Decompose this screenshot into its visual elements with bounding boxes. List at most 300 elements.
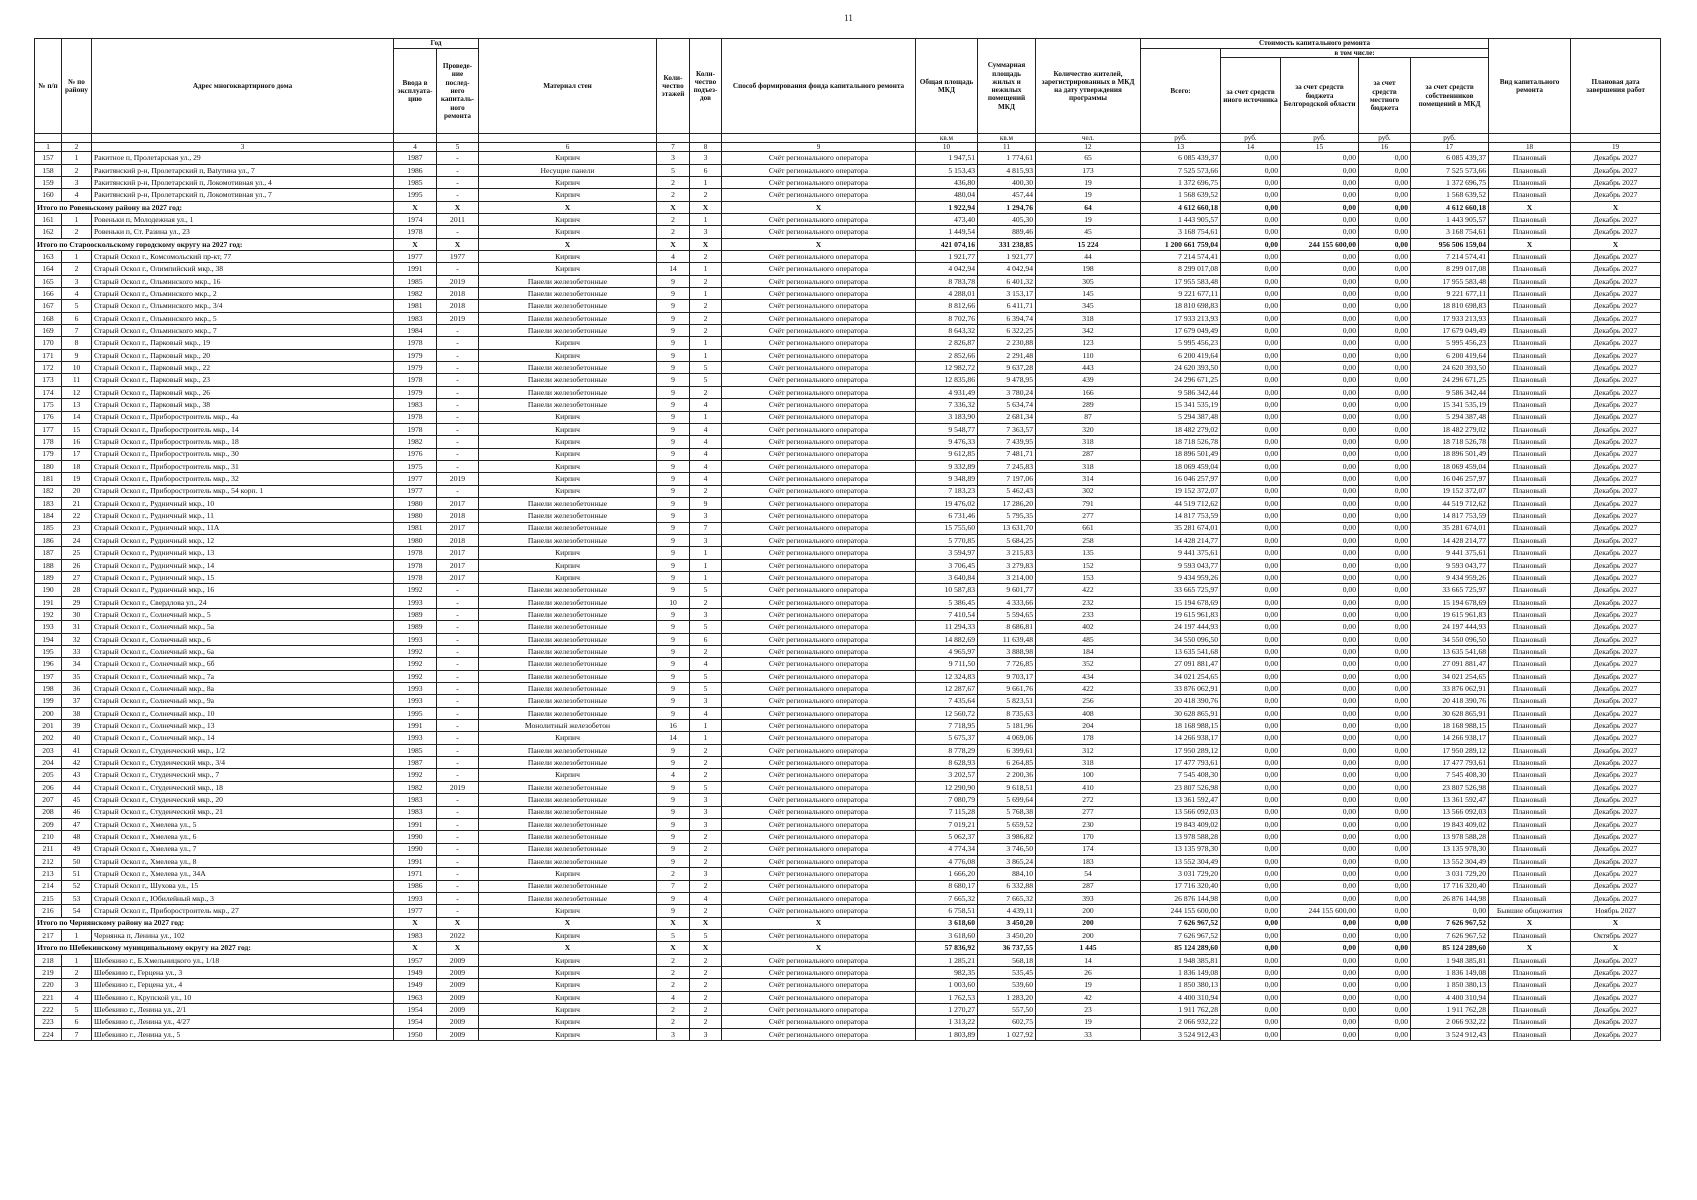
- address-cell: Ракитянский р-н, Пролетарский п, Локомотивная ул., 4: [92, 176, 394, 188]
- row-num-district: 2: [62, 966, 92, 978]
- entrances-cell: 1: [690, 720, 722, 732]
- repair-type-cell: Плановый: [1489, 683, 1571, 695]
- cost-region-cell: 0,00: [1281, 1028, 1359, 1040]
- wall-material-cell: Кирпич: [479, 571, 657, 583]
- fund-method-cell: Счёт регионального оператора: [722, 559, 916, 571]
- area-total-cell: 1 947,51: [916, 152, 978, 164]
- wall-material-cell: Панели железобетонные: [479, 831, 657, 843]
- address-cell: Старый Оскол г., Шухова ул., 15: [92, 880, 394, 892]
- area-sum-cell: 6 411,71: [978, 300, 1036, 312]
- cost-owners-cell: 14 266 938,17: [1411, 732, 1489, 744]
- cost-local-cell: 0,00: [1359, 966, 1411, 978]
- entrances-cell: 2: [690, 757, 722, 769]
- cost-total-cell: 24 197 444,93: [1141, 621, 1221, 633]
- repair-type-cell: Плановый: [1489, 337, 1571, 349]
- cost-owners-cell: 7 626 967,52: [1411, 917, 1489, 929]
- year-built-cell: X: [394, 238, 437, 250]
- year-repair-cell: -: [437, 460, 479, 472]
- cost-total-cell: 8 299 017,08: [1141, 263, 1221, 275]
- cost-region-cell: 0,00: [1281, 794, 1359, 806]
- area-total-cell: 57 836,92: [916, 942, 978, 954]
- cost-owners-cell: 9 434 959,26: [1411, 571, 1489, 583]
- repair-type-cell: Плановый: [1489, 732, 1571, 744]
- cost-owners-cell: 44 519 712,62: [1411, 497, 1489, 509]
- wall-material-cell: Панели железобетонные: [479, 584, 657, 596]
- entrances-cell: 1: [690, 214, 722, 226]
- residents-cell: 393: [1036, 892, 1141, 904]
- cost-region-cell: 244 155 600,00: [1281, 905, 1359, 917]
- table-row: [35, 460, 1661, 472]
- cost-other-cell: 0,00: [1221, 683, 1281, 695]
- cost-local-cell: 0,00: [1359, 769, 1411, 781]
- cost-local-cell: 0,00: [1359, 201, 1411, 213]
- floors-cell: 9: [657, 522, 690, 534]
- year-repair-cell: 2009: [437, 954, 479, 966]
- area-sum-cell: 5 659,52: [978, 818, 1036, 830]
- cost-region-cell: 0,00: [1281, 707, 1359, 719]
- table-row: [35, 349, 1661, 361]
- year-built-cell: 1977: [394, 905, 437, 917]
- cost-total-cell: 9 586 342,44: [1141, 386, 1221, 398]
- cost-owners-cell: 9 441 375,61: [1411, 547, 1489, 559]
- row-num-district: 4: [62, 991, 92, 1003]
- cost-total-cell: 1 372 696,75: [1141, 176, 1221, 188]
- year-repair-cell: -: [437, 633, 479, 645]
- cost-local-cell: 0,00: [1359, 954, 1411, 966]
- table-row: [35, 473, 1661, 485]
- entrances-cell: 2: [690, 189, 722, 201]
- floors-cell: X: [657, 942, 690, 954]
- residents-cell: 200: [1036, 929, 1141, 941]
- area-sum-cell: 539,60: [978, 979, 1036, 991]
- residents-cell: 145: [1036, 288, 1141, 300]
- year-repair-cell: -: [437, 189, 479, 201]
- cost-region-cell: 0,00: [1281, 189, 1359, 201]
- row-num: 216: [35, 905, 62, 917]
- row-num: 182: [35, 485, 62, 497]
- wall-material-cell: Кирпич: [479, 411, 657, 423]
- entrances-cell: 5: [690, 683, 722, 695]
- cost-total-cell: 20 418 390,76: [1141, 695, 1221, 707]
- cost-local-cell: 0,00: [1359, 880, 1411, 892]
- floors-cell: 9: [657, 473, 690, 485]
- area-total-cell: 12 287,67: [916, 683, 978, 695]
- residents-cell: 19: [1036, 1016, 1141, 1028]
- row-num: 181: [35, 473, 62, 485]
- unit-cell: руб.: [1141, 134, 1221, 143]
- table-row: [35, 510, 1661, 522]
- fund-method-cell: Счёт регионального оператора: [722, 966, 916, 978]
- cost-other-cell: 0,00: [1221, 152, 1281, 164]
- residents-cell: 153: [1036, 571, 1141, 583]
- col-area-total: Общая площадь МКД: [916, 39, 978, 134]
- wall-material-cell: Панели железобетонные: [479, 362, 657, 374]
- entrances-cell: 1: [690, 571, 722, 583]
- fund-method-cell: Счёт регионального оператора: [722, 497, 916, 509]
- cost-owners-cell: 14 428 214,77: [1411, 534, 1489, 546]
- col-floors: Коли-чество этажей: [657, 39, 690, 134]
- entrances-cell: 5: [690, 670, 722, 682]
- repair-type-cell: Плановый: [1489, 312, 1571, 324]
- floors-cell: 9: [657, 497, 690, 509]
- cost-owners-cell: 13 566 092,03: [1411, 806, 1489, 818]
- fund-method-cell: Счёт регионального оператора: [722, 547, 916, 559]
- cost-other-cell: 0,00: [1221, 806, 1281, 818]
- year-built-cell: 1989: [394, 621, 437, 633]
- year-repair-cell: 2018: [437, 300, 479, 312]
- cost-other-cell: 0,00: [1221, 559, 1281, 571]
- row-num: 215: [35, 892, 62, 904]
- area-sum-cell: 557,50: [978, 1004, 1036, 1016]
- deadline-cell: Декабрь 2027: [1571, 954, 1661, 966]
- repair-type-cell: Плановый: [1489, 744, 1571, 756]
- table-row: [35, 436, 1661, 448]
- fund-method-cell: Счёт регионального оператора: [722, 362, 916, 374]
- residents-cell: 19: [1036, 189, 1141, 201]
- fund-method-cell: Счёт регионального оператора: [722, 707, 916, 719]
- residents-cell: 320: [1036, 423, 1141, 435]
- residents-cell: 287: [1036, 880, 1141, 892]
- address-cell: Старый Оскол г., Солнечный мкр., 10: [92, 707, 394, 719]
- repair-type-cell: Плановый: [1489, 176, 1571, 188]
- cost-local-cell: 0,00: [1359, 868, 1411, 880]
- deadline-cell: Декабрь 2027: [1571, 510, 1661, 522]
- row-num: 186: [35, 534, 62, 546]
- col-residents: Количество жителей, зарегистрированных в МКД на дату утверждения программы: [1036, 39, 1141, 134]
- cost-total-cell: 27 091 881,47: [1141, 658, 1221, 670]
- address-cell: Старый Оскол г., Приборостроитель мкр., 54 корп. 1: [92, 485, 394, 497]
- deadline-cell: Декабрь 2027: [1571, 214, 1661, 226]
- row-num-district: 48: [62, 831, 92, 843]
- residents-cell: 345: [1036, 300, 1141, 312]
- fund-method-cell: Счёт регионального оператора: [722, 818, 916, 830]
- cost-local-cell: 0,00: [1359, 757, 1411, 769]
- area-total-cell: 1 666,20: [916, 868, 978, 880]
- repair-type-cell: Плановый: [1489, 929, 1571, 941]
- deadline-cell: Декабрь 2027: [1571, 695, 1661, 707]
- entrances-cell: 5: [690, 584, 722, 596]
- cost-region-cell: 0,00: [1281, 695, 1359, 707]
- area-total-cell: 3 640,84: [916, 571, 978, 583]
- year-built-cell: 1993: [394, 633, 437, 645]
- wall-material-cell: Кирпич: [479, 769, 657, 781]
- fund-method-cell: Счёт регионального оператора: [722, 1016, 916, 1028]
- address-cell: Старый Оскол г., Приборостроитель мкр., 32: [92, 473, 394, 485]
- cost-other-cell: 0,00: [1221, 1016, 1281, 1028]
- cost-local-cell: 0,00: [1359, 942, 1411, 954]
- cost-other-cell: 0,00: [1221, 362, 1281, 374]
- wall-material-cell: Кирпич: [479, 423, 657, 435]
- table-row: [35, 855, 1661, 867]
- entrances-cell: 1: [690, 732, 722, 744]
- year-repair-cell: -: [437, 806, 479, 818]
- row-num-district: 3: [62, 176, 92, 188]
- table-row: [35, 288, 1661, 300]
- year-repair-cell: 2011: [437, 214, 479, 226]
- table-row: [35, 979, 1661, 991]
- repair-type-cell: X: [1489, 201, 1571, 213]
- area-sum-cell: 1 294,76: [978, 201, 1036, 213]
- cost-region-cell: 0,00: [1281, 732, 1359, 744]
- wall-material-cell: X: [479, 201, 657, 213]
- area-sum-cell: 3 450,20: [978, 917, 1036, 929]
- wall-material-cell: Панели железобетонные: [479, 818, 657, 830]
- year-built-cell: 1949: [394, 966, 437, 978]
- entrances-cell: 3: [690, 1028, 722, 1040]
- year-built-cell: 1978: [394, 374, 437, 386]
- area-total-cell: 1 449,54: [916, 226, 978, 238]
- residents-cell: 287: [1036, 448, 1141, 460]
- entrances-cell: X: [690, 942, 722, 954]
- fund-method-cell: Счёт регионального оператора: [722, 621, 916, 633]
- year-built-cell: 1982: [394, 436, 437, 448]
- area-total-cell: 2 826,87: [916, 337, 978, 349]
- table-row: [35, 732, 1661, 744]
- table-row: [35, 781, 1661, 793]
- year-built-cell: 1971: [394, 868, 437, 880]
- cost-total-cell: 17 950 289,12: [1141, 744, 1221, 756]
- cost-owners-cell: 13 361 592,47: [1411, 794, 1489, 806]
- deadline-cell: Декабрь 2027: [1571, 596, 1661, 608]
- column-index-cell: 10: [916, 143, 978, 152]
- row-num-district: 43: [62, 769, 92, 781]
- area-sum-cell: 4 815,93: [978, 164, 1036, 176]
- address-cell: Старый Оскол г., Солнечный мкр., 5а: [92, 621, 394, 633]
- table-row: [35, 522, 1661, 534]
- residents-cell: 174: [1036, 843, 1141, 855]
- year-built-cell: 1977: [394, 473, 437, 485]
- repair-type-cell: Плановый: [1489, 473, 1571, 485]
- year-repair-cell: 2019: [437, 312, 479, 324]
- floors-cell: 9: [657, 411, 690, 423]
- area-total-cell: 8 628,93: [916, 757, 978, 769]
- cost-total-cell: 1 948 385,81: [1141, 954, 1221, 966]
- area-sum-cell: 3 986,82: [978, 831, 1036, 843]
- year-built-cell: 1985: [394, 744, 437, 756]
- year-built-cell: 1978: [394, 559, 437, 571]
- subtotal-row: [35, 201, 1661, 213]
- cost-other-cell: 0,00: [1221, 534, 1281, 546]
- row-num-district: 33: [62, 646, 92, 658]
- repair-type-cell: Плановый: [1489, 547, 1571, 559]
- cost-other-cell: 0,00: [1221, 905, 1281, 917]
- unit-cell: руб.: [1221, 134, 1281, 143]
- residents-cell: 422: [1036, 584, 1141, 596]
- area-total-cell: 11 294,33: [916, 621, 978, 633]
- year-built-cell: 1986: [394, 880, 437, 892]
- cost-total-cell: 13 361 592,47: [1141, 794, 1221, 806]
- cost-region-cell: 0,00: [1281, 942, 1359, 954]
- deadline-cell: Декабрь 2027: [1571, 831, 1661, 843]
- wall-material-cell: Панели железобетонные: [479, 325, 657, 337]
- area-sum-cell: 405,30: [978, 214, 1036, 226]
- cost-region-cell: 0,00: [1281, 843, 1359, 855]
- cost-local-cell: 0,00: [1359, 399, 1411, 411]
- floors-cell: 9: [657, 436, 690, 448]
- area-total-cell: 9 548,77: [916, 423, 978, 435]
- row-num: 174: [35, 386, 62, 398]
- col-num-district: № по району: [62, 39, 92, 134]
- table-row: [35, 189, 1661, 201]
- area-sum-cell: 6 264,85: [978, 757, 1036, 769]
- fund-method-cell: Счёт регионального оператора: [722, 670, 916, 682]
- deadline-cell: Декабрь 2027: [1571, 633, 1661, 645]
- floors-cell: 9: [657, 559, 690, 571]
- address-cell: Старый Оскол г., Олимпийский мкр., 38: [92, 263, 394, 275]
- repair-type-cell: Плановый: [1489, 966, 1571, 978]
- table-header: [35, 39, 1661, 152]
- fund-method-cell: Счёт регионального оператора: [722, 855, 916, 867]
- residents-cell: 272: [1036, 794, 1141, 806]
- deadline-cell: Декабрь 2027: [1571, 979, 1661, 991]
- address-cell: Старый Оскол г., Рудничный мкр., 15: [92, 571, 394, 583]
- repair-type-cell: Плановый: [1489, 880, 1571, 892]
- cost-owners-cell: 19 615 961,83: [1411, 609, 1489, 621]
- area-sum-cell: 4 069,06: [978, 732, 1036, 744]
- cost-local-cell: 0,00: [1359, 991, 1411, 1003]
- row-num: 200: [35, 707, 62, 719]
- address-cell: Старый Оскол г., Парковый мкр., 26: [92, 386, 394, 398]
- year-repair-cell: X: [437, 238, 479, 250]
- table-row: [35, 534, 1661, 546]
- residents-cell: 233: [1036, 609, 1141, 621]
- cost-owners-cell: 18 810 698,83: [1411, 300, 1489, 312]
- row-num-district: 42: [62, 757, 92, 769]
- entrances-cell: 2: [690, 855, 722, 867]
- year-built-cell: 1990: [394, 843, 437, 855]
- wall-material-cell: Несущие панели: [479, 164, 657, 176]
- area-total-cell: 473,40: [916, 214, 978, 226]
- floors-cell: 9: [657, 670, 690, 682]
- year-repair-cell: -: [437, 769, 479, 781]
- floors-cell: 2: [657, 214, 690, 226]
- cost-owners-cell: 24 620 393,50: [1411, 362, 1489, 374]
- cost-owners-cell: 18 482 279,02: [1411, 423, 1489, 435]
- floors-cell: 3: [657, 152, 690, 164]
- year-built-cell: 1980: [394, 497, 437, 509]
- cost-total-cell: 4 612 660,18: [1141, 201, 1221, 213]
- wall-material-cell: Кирпич: [479, 436, 657, 448]
- area-total-cell: 4 776,08: [916, 855, 978, 867]
- address-cell: Старый Оскол г., Студенческий мкр., 21: [92, 806, 394, 818]
- table-row: [35, 818, 1661, 830]
- unit-cell: руб.: [1411, 134, 1489, 143]
- year-built-cell: X: [394, 201, 437, 213]
- area-sum-cell: 9 637,28: [978, 362, 1036, 374]
- address-cell: Шебекино г., Герцена ул., 3: [92, 966, 394, 978]
- row-num-district: 22: [62, 510, 92, 522]
- cost-local-cell: 0,00: [1359, 226, 1411, 238]
- year-built-cell: 1979: [394, 362, 437, 374]
- year-repair-cell: 2018: [437, 534, 479, 546]
- cost-owners-cell: 1 836 149,08: [1411, 966, 1489, 978]
- year-repair-cell: 2019: [437, 781, 479, 793]
- cost-region-cell: 0,00: [1281, 522, 1359, 534]
- cost-other-cell: 0,00: [1221, 448, 1281, 460]
- repair-type-cell: Плановый: [1489, 325, 1571, 337]
- column-index-cell: 4: [394, 143, 437, 152]
- cost-region-cell: 0,00: [1281, 609, 1359, 621]
- area-sum-cell: 3 780,24: [978, 386, 1036, 398]
- wall-material-cell: Панели железобетонные: [479, 621, 657, 633]
- residents-cell: 65: [1036, 152, 1141, 164]
- area-total-cell: 1 762,53: [916, 991, 978, 1003]
- year-built-cell: 1982: [394, 288, 437, 300]
- table-row: [35, 954, 1661, 966]
- fund-method-cell: Счёт регионального оператора: [722, 275, 916, 287]
- year-repair-cell: -: [437, 732, 479, 744]
- address-cell: Ровеньки п, Молодежная ул., 1: [92, 214, 394, 226]
- cost-owners-cell: 18 718 526,78: [1411, 436, 1489, 448]
- row-num-district: 16: [62, 436, 92, 448]
- area-sum-cell: 9 703,17: [978, 670, 1036, 682]
- row-num-district: 23: [62, 522, 92, 534]
- cost-local-cell: 0,00: [1359, 781, 1411, 793]
- cost-local-cell: 0,00: [1359, 633, 1411, 645]
- row-num-district: 7: [62, 1028, 92, 1040]
- cost-other-cell: 0,00: [1221, 547, 1281, 559]
- year-repair-cell: 2019: [437, 275, 479, 287]
- floors-cell: 3: [657, 1028, 690, 1040]
- area-total-cell: 10 587,83: [916, 584, 978, 596]
- cost-owners-cell: 3 168 754,61: [1411, 226, 1489, 238]
- row-num: 191: [35, 596, 62, 608]
- table-row: [35, 806, 1661, 818]
- wall-material-cell: Кирпич: [479, 1004, 657, 1016]
- unit-cell: [394, 134, 437, 143]
- repair-type-cell: Плановый: [1489, 954, 1571, 966]
- table-row: [35, 929, 1661, 941]
- year-repair-cell: -: [437, 176, 479, 188]
- repair-type-cell: Плановый: [1489, 1016, 1571, 1028]
- column-index-cell: 5: [437, 143, 479, 152]
- residents-cell: 277: [1036, 806, 1141, 818]
- table-row: [35, 831, 1661, 843]
- table-row: [35, 633, 1661, 645]
- address-cell: Старый Оскол г., Ольминского мкр., 7: [92, 325, 394, 337]
- year-built-cell: 1949: [394, 979, 437, 991]
- col-year-built: Ввода в эксплуата-цию: [394, 49, 437, 134]
- cost-total-cell: 7 626 967,52: [1141, 917, 1221, 929]
- cost-local-cell: 0,00: [1359, 362, 1411, 374]
- wall-material-cell: Кирпич: [479, 263, 657, 275]
- cost-region-cell: 0,00: [1281, 263, 1359, 275]
- fund-method-cell: Счёт регионального оператора: [722, 251, 916, 263]
- repair-type-cell: Плановый: [1489, 979, 1571, 991]
- row-num: 221: [35, 991, 62, 1003]
- repair-type-cell: Плановый: [1489, 720, 1571, 732]
- deadline-cell: Декабрь 2027: [1571, 571, 1661, 583]
- entrances-cell: 3: [690, 534, 722, 546]
- deadline-cell: Декабрь 2027: [1571, 386, 1661, 398]
- area-sum-cell: 9 618,51: [978, 781, 1036, 793]
- entrances-cell: 3: [690, 868, 722, 880]
- repair-type-cell: Плановый: [1489, 559, 1571, 571]
- table-row: [35, 695, 1661, 707]
- fund-method-cell: Счёт регионального оператора: [722, 460, 916, 472]
- cost-local-cell: 0,00: [1359, 979, 1411, 991]
- floors-cell: 9: [657, 584, 690, 596]
- cost-total-cell: 1 200 661 759,04: [1141, 238, 1221, 250]
- address-cell: Старый Оскол г., Солнечный мкр., 6: [92, 633, 394, 645]
- cost-local-cell: 0,00: [1359, 497, 1411, 509]
- area-sum-cell: 3 279,83: [978, 559, 1036, 571]
- year-built-cell: 1954: [394, 1016, 437, 1028]
- row-num-district: 1: [62, 929, 92, 941]
- entrances-cell: 4: [690, 448, 722, 460]
- fund-method-cell: Счёт регионального оператора: [722, 905, 916, 917]
- entrances-cell: 2: [690, 386, 722, 398]
